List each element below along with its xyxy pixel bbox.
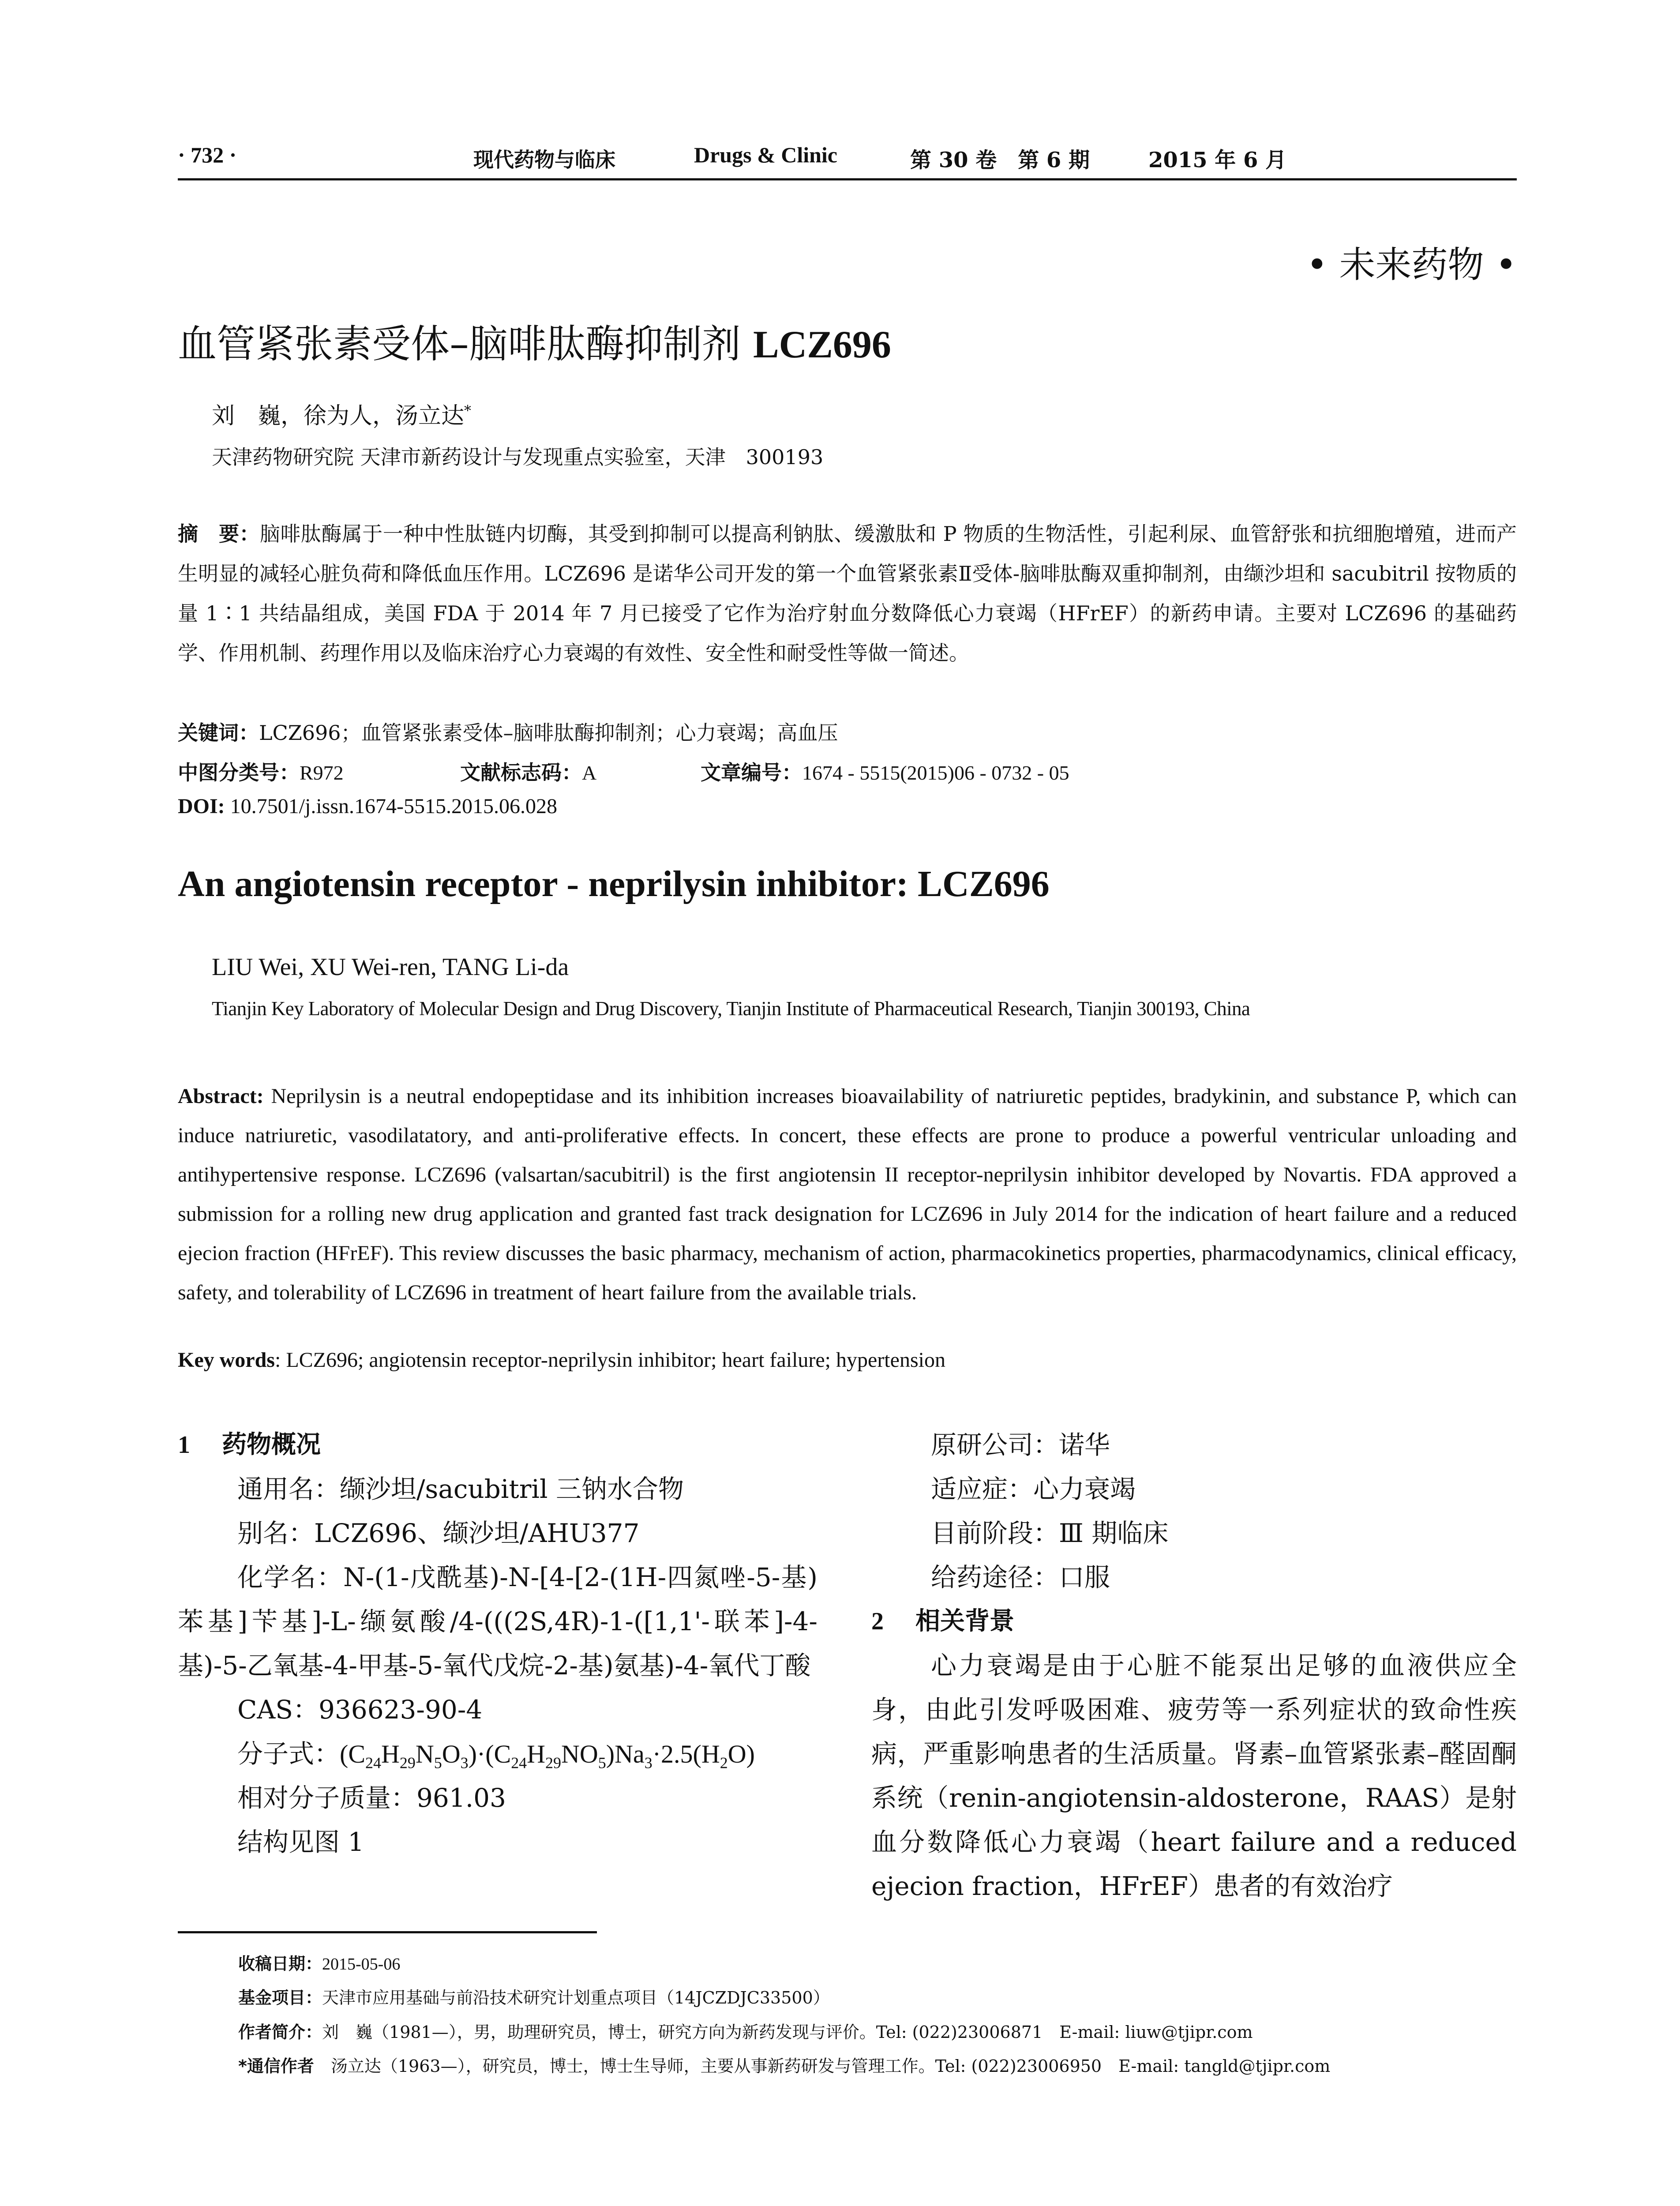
footnote-corresponding xyxy=(238,2052,1330,2077)
molecular-mass: 相对分子质量：961.03 xyxy=(237,1783,506,1813)
keywords-en-label: Key words xyxy=(178,1348,275,1372)
footnote-fund xyxy=(238,1984,830,2008)
doc-code-value: A xyxy=(582,762,597,784)
title-en: An angiotensin receptor - neprilysin inhibitor: LCZ696 xyxy=(178,863,1050,904)
keywords-en-text: : LCZ696; angiotensin receptor-neprilysin inhibitor; heart failure; hypertension xyxy=(274,1348,945,1372)
classification-line xyxy=(178,757,1517,783)
author-bio-text: 刘 巍（1981—），男，助理研究员，博士，研究方向为新药发现与评价。Tel: (022)23006871 E-mail: liuw@tjipr.com xyxy=(322,2022,1253,2042)
section-2-heading xyxy=(871,1599,1517,1643)
abstract-cn-label: 摘 要： xyxy=(178,522,260,546)
volume-issue: 第 30 卷 第 6 期 xyxy=(910,148,1090,173)
article-number-label: 文章编号： xyxy=(701,761,802,784)
title-cn-code: LCZ696 xyxy=(753,323,891,366)
article-number-value: 1674 - 5515(2015)06 - 0732 - 05 xyxy=(802,762,1069,784)
authors-cn xyxy=(212,397,471,430)
clc-field xyxy=(178,757,344,786)
affiliation-cn: 天津药物研究院 天津市新药设计与发现重点实验室，天津 300193 xyxy=(212,445,824,469)
doi-label: DOI: xyxy=(178,795,225,818)
corresponding-text: 汤立达（1963—），研究员，博士，博士生导师，主要从事新药研发与管理工作。Tel: (022)23006950 E-mail: tangld@tjipr.com xyxy=(314,2056,1331,2076)
running-header xyxy=(178,142,1517,173)
section-1-title: 药物概况 xyxy=(222,1430,321,1459)
issue-date: 2015 年 6 月 xyxy=(1148,148,1287,173)
generic-name: 通用名：缬沙坦/sacubitril 三钠水合物 xyxy=(237,1474,684,1504)
keywords-en xyxy=(178,1348,945,1372)
administration-route: 给药途径：口服 xyxy=(931,1562,1110,1592)
fund-text: 天津市应用基础与前沿技术研究计划重点项目（14JCZDJC33500） xyxy=(322,1988,830,2007)
title-cn-main: 血管紧张素受体–脑啡肽酶抑制剂 xyxy=(178,321,753,367)
doc-code-field xyxy=(460,757,596,786)
footnote-author xyxy=(238,2018,1253,2043)
abstract-en-label: Abstract: xyxy=(178,1084,264,1108)
footnote-rule xyxy=(178,1931,597,1933)
footnote-received xyxy=(238,1950,400,1974)
article-number-field xyxy=(701,757,1069,786)
doi-line xyxy=(178,794,557,818)
development-stage: 目前阶段：Ⅲ 期临床 xyxy=(931,1518,1169,1548)
section-2-title: 相关背景 xyxy=(915,1607,1014,1636)
original-company: 原研公司：诺华 xyxy=(931,1430,1110,1460)
column-label: • 未来药物 • xyxy=(1306,244,1517,286)
formula-value: $(C_{24}H_{29}N_5O_3)\cdot(C_{24}H_{29}NO_5)Na_3\cdot 2.5(H_2O)$ xyxy=(340,1740,755,1772)
chemical-name: 化学名：N-(1-戊酰基)-N-[4-[2-(1H-四氮唑-5-基)苯基]苄基]-L-缬氨酸/4-(((2S,4R)-1-([1,1'-联苯]-4-基)-5-乙氧基-4-甲基-5-氧代戊烷-2-基)氨基)-4-氧代丁酸 xyxy=(178,1562,818,1681)
clc-label: 中图分类号： xyxy=(178,761,300,784)
body-column-left xyxy=(178,1423,818,1864)
authors-en: LIU Wei, XU Wei-ren, TANG Li-da xyxy=(212,953,569,981)
molecular-formula xyxy=(178,1732,818,1776)
cas-number: CAS：936623-90-4 xyxy=(237,1695,483,1725)
doc-code-label: 文献标志码： xyxy=(460,761,582,784)
structure-reference: 结构见图 1 xyxy=(237,1827,364,1857)
abstract-en xyxy=(178,1077,1517,1312)
doi-value: 10.7501/j.issn.1674-5515.2015.06.028 xyxy=(225,795,558,818)
keywords-cn-label: 关键词： xyxy=(178,721,259,745)
corresponding-label: *通信作者 xyxy=(238,2056,314,2076)
received-label: 收稿日期： xyxy=(238,1954,322,1973)
formula-label: 分子式： xyxy=(237,1739,340,1769)
body-column-right xyxy=(871,1423,1517,1908)
keywords-cn-text: LCZ696；血管紧张素受体–脑啡肽酶抑制剂；心力衰竭；高血压 xyxy=(259,721,838,745)
journal-name-cn: 现代药物与临床 xyxy=(473,148,615,172)
title-cn xyxy=(178,313,891,369)
received-date: 2015-05-06 xyxy=(322,1955,401,1973)
affiliation-en: Tianjin Key Laboratory of Molecular Design and Drug Discovery, Tianjin Institute of Pharmaceutical Research, Tianjin 300193, China xyxy=(212,998,1250,1020)
section-2-text: 心力衰竭是由于心脏不能泵出足够的血液供应全身，由此引发呼吸困难、疲劳等一系列症状的致命性疾病，严重影响患者的生活质量。肾素–血管紧张素–醛固酮系统（renin-angiotensin-aldosterone，RAAS）是射血分数降低心力衰竭（heart failure and a reduced ejecion fraction，HFrEF）患者的有效治疗 xyxy=(871,1651,1517,1901)
abstract-cn xyxy=(178,514,1517,673)
section-1-heading xyxy=(178,1423,818,1467)
journal-name-en: Drugs & Clinic xyxy=(694,143,837,167)
keywords-cn xyxy=(178,717,838,746)
section-1-number: 1 xyxy=(178,1431,190,1459)
abstract-en-text: Neprilysin is a neutral endopeptidase and its inhibition increases bioavailability of natriuretic peptides, bradykinin, and substance P, which can induce natriuretic, vasodilatatory, and anti-proliferative effects. In concert, these effects are prone to produce a powerful ventricular unloading and antihypertensive response. LCZ696 (valsartan/sacubitril) is the first angiotensin II receptor-neprilysin inhibitor developed by Novartis. FDA approved a submission for a rolling new drug application and granted fast track designation for LCZ696 in July 2014 for the indication of heart failure and a reduced ejecion fraction (HFrEF). This review discusses the basic pharmacy, mechanism of action, pharmacokinetics properties, pharmacodynamics, clinical efficacy, safety, and tolerability of LCZ696 in treatment of heart failure from the available trials. xyxy=(178,1084,1517,1304)
clc-value: R972 xyxy=(300,762,344,784)
author-bio-label: 作者简介： xyxy=(238,2022,322,2042)
corresponding-mark: * xyxy=(464,402,472,419)
header-rule xyxy=(178,178,1517,180)
authors-cn-names: 刘 巍，徐为人，汤立达 xyxy=(212,403,465,429)
section-2-number: 2 xyxy=(871,1608,884,1635)
abstract-cn-text: 脑啡肽酶属于一种中性肽链内切酶，其受到抑制可以提高利钠肽、缓激肽和 P 物质的生物活性，引起利尿、血管舒张和抗细胞增殖，进而产生明显的减轻心脏负荷和降低血压作用。LCZ696 是诺华公司开发的第一个血管紧张素Ⅱ受体-脑啡肽酶双重抑制剂，由缬沙坦和 sacubitril 按物质的量 1∶1 共结晶组成，美国 FDA 于 2014 年 7 月已接受了它作为治疗射血分数降低心力衰竭（HFrEF）的新药申请。主要对 LCZ696 的基础药学、作用机制、药理作用以及临床治疗心力衰竭的有效性、安全性和耐受性等做一简述。 xyxy=(178,522,1517,665)
page-number: · 732 · xyxy=(178,143,237,167)
indication: 适应症：心力衰竭 xyxy=(931,1474,1136,1504)
fund-label: 基金项目： xyxy=(238,1988,322,2007)
alias: 别名：LCZ696、缬沙坦/AHU377 xyxy=(237,1518,640,1548)
